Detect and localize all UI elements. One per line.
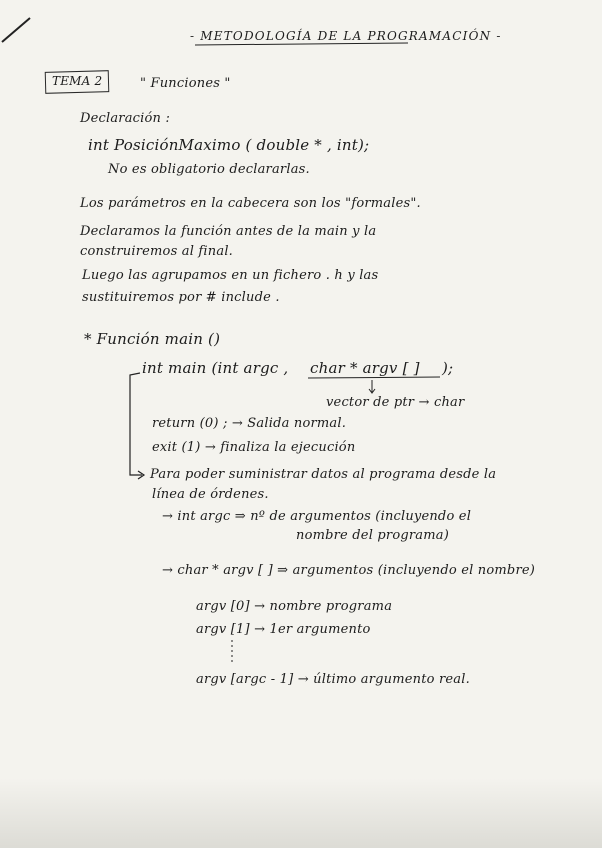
declaration-code: int PosiciónMaximo ( double * , int); [88,136,370,154]
return-line: return (0) ; → Salida normal. [152,416,347,431]
luego-line-2: sustituiremos por # include . [82,290,280,305]
main-signature-argv: char * argv [ ] [310,359,420,377]
tema-label: TEMA 2 [52,74,103,88]
luego-line-1: Luego las agrupamos en un fichero . h y las [82,268,379,283]
para-line-1: Para poder suministrar datos al programa desde la [150,467,497,482]
argc-line-1: → int argc ⇒ nº de argumentos (incluyendo el [162,509,472,524]
argc-line-2: nombre del programa) [296,528,449,543]
main-signature-prefix: int main (int argc , [142,359,289,377]
declaracion-label: Declaración : [80,111,171,126]
tema-title: " Funciones " [140,76,231,91]
vector-ptr-note: vector de ptr → char [326,395,465,410]
argv1-line: argv [1] → 1er argumento [196,622,371,637]
para-line-2: línea de órdenes. [152,487,269,502]
parametros-line: Los parámetros en la cabecera son los "formales". [80,196,421,211]
declaramos-line-2: construiremos al final. [80,244,234,259]
declaramos-line-1: Declaramos la función antes de la main y la [80,224,377,239]
no-obligatorio-note: No es obligatorio declararlas. [108,162,310,177]
main-signature-suffix: ); [442,359,454,377]
page-title: - METODOLOGÍA DE LA PROGRAMACIÓN - [190,29,502,43]
page-shadow [0,778,602,848]
argv0-line: argv [0] → nombre programa [196,599,393,614]
argv-last-line: argv [argc - 1] → último argumento real. [196,672,470,687]
funcion-main-heading: * Función main () [84,330,221,348]
argv-line: → char * argv [ ] ⇒ argumentos (incluyendo el nombre) [162,563,536,578]
exit-line: exit (1) → finaliza la ejecución [152,440,356,455]
